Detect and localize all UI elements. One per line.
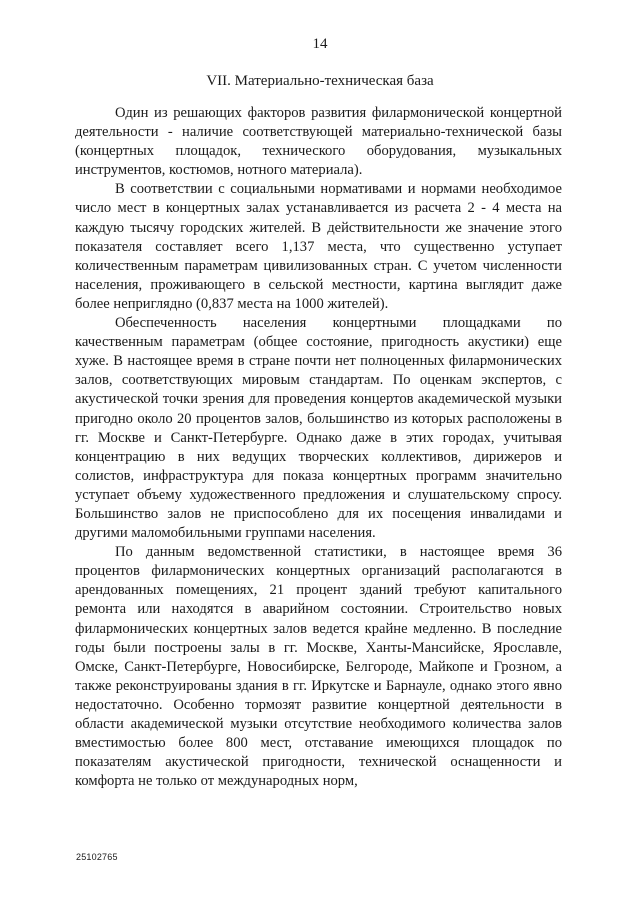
document-body [75, 104, 562, 791]
page-number: 14 [312, 36, 328, 52]
paragraph-venue-quality: Обеспеченность населения концертными площадками по качественным параметрам (общее состояние, пригодность акустики) еще хуже. В настоящее время в стране почти нет полноценных филармонических залов, соответствующих мировым стандартам. По оценкам экспертов, с акустической точки зрения для проведения концертов академической музыки пригодно около 20 процентов залов, большинство из которых расположены в гг. Москве и Санкт-Петербурге. Однако даже в этих городах, учитывая концентрацию в них ведущих творческих коллективов, дирижеров и солистов, инфраструктура для показа концертных программ значительно уступает объему художественного предложения и слушательскому спросу. Большинство залов не приспособлено для их посещения инвалидами и другими маломобильными группами населения. [75, 315, 562, 542]
section-title: VII. Материально-техническая база [206, 73, 434, 89]
paragraph-seat-norms: В соответствии с социальными нормативами и нормами необходимое число мест в концертных залах устанавливается из расчета 2 - 4 места на каждую тысячу городских жителей. В действительности же значение этого показателя составляет всего 1,137 места, что существенно уступает количественным параметрам цивилизованных стран. С учетом численности населения, проживающего в сельской местности, картина выглядит даже более неприглядно (0,837 места на 1000 жителей). [75, 181, 562, 312]
paragraph-statistics: По данным ведомственной статистики, в настоящее время 36 процентов филармонических концертных организаций располагаются в арендованных помещениях, 21 процент зданий требуют капитального ремонта или находятся в аварийном состоянии. Строительство новых филармонических концертных залов ведется крайне медленно. В последние годы были построены залы в гг. Москве, Ханты-Мансийске, Ярославле, Омске, Санкт-Петербурге, Новосибирске, Белгороде, Майкопе и Грозном, а также реконструированы здания в гг. Иркутске и Барнауле, однако этого явно недостаточно. Особенно тормозят развитие концертной деятельности в области академической музыки отсутствие необходимого количества залов вместимостью более 800 мест, отставание имеющихся площадок по показателям акустической пригодности, технической оснащенности и комфорта не только от международных норм, [75, 544, 562, 790]
document-code: 25102765 [76, 852, 118, 862]
paragraph-material-base-factor: Один из решающих факторов развития филармонической концертной деятельности - наличие соответствующей материально-технической базы (концертных площадок, технического оборудования, музыкальных инструментов, костюмов, нотного материала). [75, 105, 562, 179]
